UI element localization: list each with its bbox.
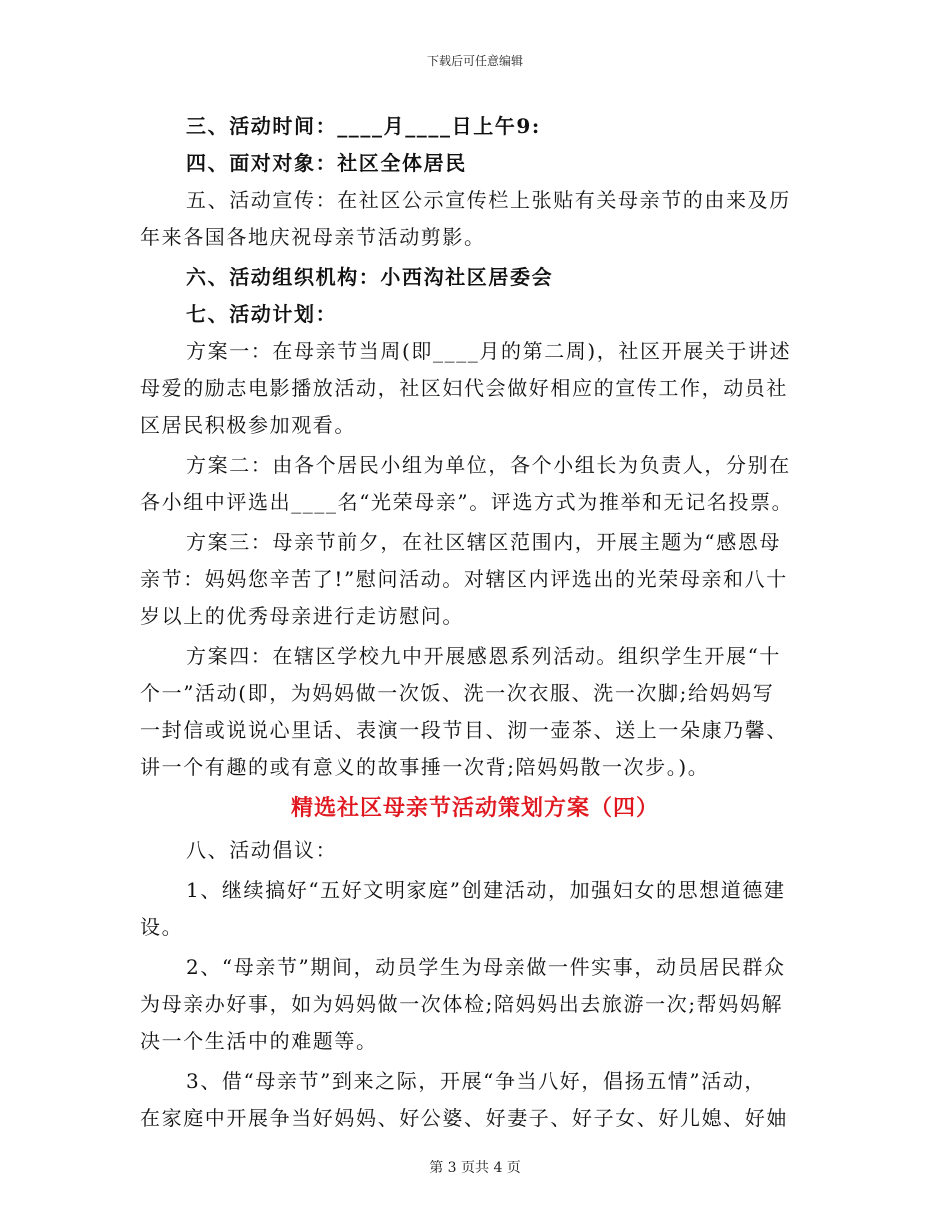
initiative-3-line: 3、借“母亲节”到来之际，开展“争当八好，倡扬五情”活动， [186,1069,767,1093]
plan-1-line: 方案一：在母亲节当周(即____月的第二周)，社区开展关于讲述 [186,339,792,363]
paragraph-line: 母爱的励志电影播放活动，社区妇代会做好相应的宣传工作，动员社 [140,376,788,400]
section-6-organizer: 六、活动组织机构：小西沟社区居委会 [186,265,554,289]
paragraph-line: 决一个生活中的难题等。 [140,1029,378,1053]
paragraph-line: 亲节：妈妈您辛苦了!”慰问活动。对辖区内评选出的光荣母亲和八十 [140,567,788,591]
section-title: 精选社区母亲节活动策划方案（四） [290,795,659,821]
section-3-time: 三、活动时间：____月____日上午9: [186,114,541,138]
initiative-2-line: 2、“母亲节”期间，动员学生为母亲做一件实事，动员居民群众 [186,955,786,979]
plan-3-line: 方案三：母亲节前夕，在社区辖区范围内，开展主题为“感恩母 [186,530,782,554]
paragraph-line: 在家庭中开展争当好妈妈、好公婆、好妻子、好子女、好儿媳、好妯 [140,1106,788,1130]
paragraph-line: 各小组中评选出____名“光荣母亲”。评选方式为推举和无记名投票。 [140,490,794,514]
section-4-audience: 四、面对对象：社区全体居民 [186,151,467,175]
paragraph-line: 区居民积极参加观看。 [140,413,356,437]
section-5-publicity: 五、活动宣传：在社区公示宣传栏上张贴有关母亲节的由来及历 [186,188,791,212]
paragraph-line: 个一”活动(即，为妈妈做一次饭、洗一次衣服、洗一次脚;给妈妈写 [140,681,775,705]
page-footer: 第 3 页共 4 页 [429,1160,521,1176]
section-7-plan: 七、活动计划： [186,302,338,326]
paragraph-line: 一封信或说说心里话、表演一段节目、沏一壶茶、送上一朵康乃馨、 [140,718,788,742]
document-body [140,108,810,1137]
initiative-1-line: 1、继续搞好“五好文明家庭”创建活动，加强妇女的思想道德建 [186,878,786,902]
paragraph-line: 为母亲办好事，如为妈妈做一次体检;陪妈妈出去旅游一次;帮妈妈解 [140,992,784,1016]
paragraph-line: 岁以上的优秀母亲进行走访慰问。 [140,604,464,628]
page-header: 下载后可任意编辑 [426,54,523,68]
paragraph-line: 讲一个有趣的或有意义的故事捶一次背;陪妈妈散一次步。)。 [140,755,710,779]
plan-4-line: 方案四：在辖区学校九中开展感恩系列活动。组织学生开展“十 [186,644,782,668]
section-8-initiative: 八、活动倡议： [186,838,338,862]
plan-2-line: 方案二：由各个居民小组为单位，各个小组长为负责人，分别在 [186,453,791,477]
paragraph-line: 年来各国各地庆祝母亲节活动剪影。 [140,225,486,249]
paragraph-line: 设。 [140,915,184,939]
